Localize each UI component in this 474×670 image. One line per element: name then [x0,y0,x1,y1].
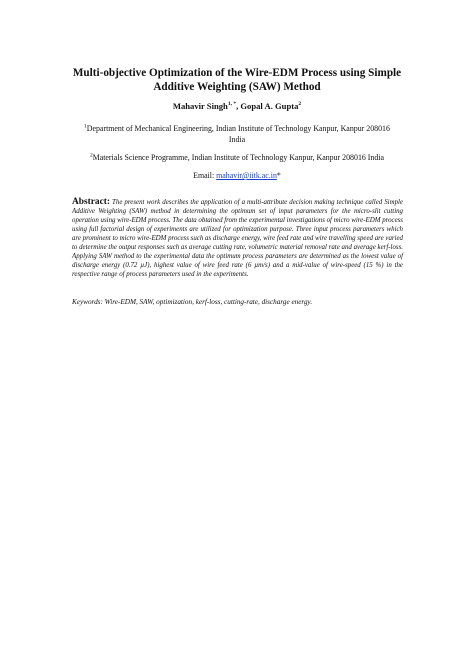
affiliation-2 [70,153,404,164]
author-1-name: Mahavir Singh [172,101,228,111]
abstract-label: Abstract: [72,197,111,207]
author-2-name: Gopal A. Gupta [240,101,299,111]
keywords: Keywords: Wire-EDM, SAW, optimization, kerf-loss, cutting-rate, discharge energy. [72,298,313,306]
contact-email [0,171,474,182]
email-label: Email: [193,171,217,180]
affiliation-1 [70,124,404,145]
author-1-marker: 1, * [227,101,237,108]
author-separator: , [236,101,241,111]
title-line-2: Additive Weighting (SAW) Method [153,81,321,93]
author-list [0,100,474,112]
email-link[interactable]: mahavir@iitk.ac.in [216,171,277,180]
affiliation-1-text: Department of Mechanical Engineering, Indian Institute of Technology Kanpur, Kanpur 208016 [86,124,390,133]
affiliation-1-line-1 [70,124,404,135]
abstract-text: The present work describes the application of a multi-attribute decision making technique called Simple Additive Weighting (SAW) method in determining the optimum set of input parameters for the micro-slit cutting operation using wire-EDM process. The data obtained from the experimental investigations of micro wire-EDM process using full factorial design of experiments are utilized for optimization purpose. Three input process parameters which are prominent to micro wire-EDM process such as discharge energy, wire feed rate and wire travelling speed are varied to determine the output responses such as average cutting rate, volumetric material removal rate and average kerf-loss. Applying SAW method to the experimental data the optimum process parameters are determined as the lowest value of discharge energy (0.72 µJ), highest value of wire feed rate (6 µm/s) and a mid-value of wire-speed (15 %) in the respective range of process parameters used in the experiments. [72,199,403,278]
affiliation-2-marker: 2 [89,152,93,159]
affiliation-2-text: Materials Science Programme, Indian Institute of Technology Kanpur, Kanpur 208016 India [92,153,385,162]
paper-title [60,66,414,94]
title-line-1: Multi-objective Optimization of the Wire-EDM Process using Simple [72,67,402,79]
affiliation-1-marker: 1 [84,123,87,130]
affiliation-1-line-2: India [228,134,246,144]
abstract [72,198,403,280]
email-suffix: * [276,171,281,180]
author-2-marker: 2 [298,101,302,108]
